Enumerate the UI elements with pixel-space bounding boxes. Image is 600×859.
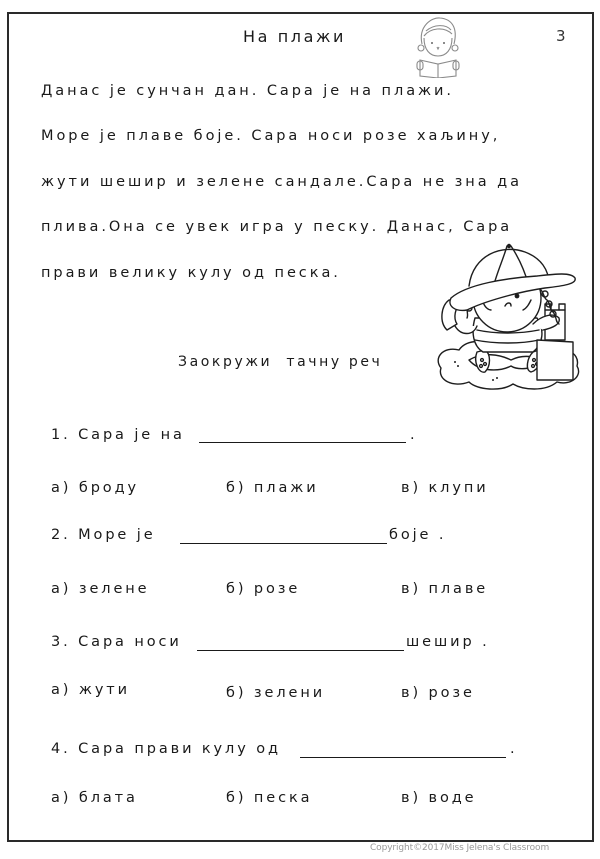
question-1-prefix: 1. Сара је на — [51, 427, 185, 443]
question-1-option-c[interactable]: в) клупи — [401, 480, 489, 496]
question-1-suffix: . — [410, 427, 418, 443]
question-1-option-b[interactable]: б) плажи — [226, 480, 319, 496]
story-line-4: плива.Она се увек игра у песку. Данас, Сара — [41, 219, 513, 235]
instructions-heading: Заокружи тачну реч — [178, 354, 383, 370]
question-1-answer-blank[interactable] — [199, 442, 406, 443]
page-number: 3 — [556, 27, 566, 45]
question-2-answer-blank[interactable] — [180, 543, 387, 544]
copyright-notice: Copyright©2017Miss Jelena's Classroom — [370, 843, 550, 853]
question-3-answer-blank[interactable] — [197, 650, 404, 651]
question-2-option-b[interactable]: б) розе — [226, 581, 301, 597]
girl-reading-book-icon — [410, 14, 466, 78]
story-line-5: прави велику кулу од песка. — [41, 265, 341, 281]
story-line-2: Море је плаве боје. Сара носи розе хаљину, — [41, 128, 501, 144]
question-1-option-a[interactable]: а) броду — [51, 480, 139, 496]
question-2-prefix: 2. Море је — [51, 527, 156, 543]
question-2-suffix: боје . — [389, 527, 447, 543]
question-2-option-c[interactable]: в) плаве — [401, 581, 489, 597]
question-3-option-b[interactable]: б) зелени — [226, 685, 326, 701]
question-3-prefix: 3. Сара носи — [51, 634, 182, 650]
question-4-answer-blank[interactable] — [300, 757, 506, 758]
question-4-option-b[interactable]: б) песка — [226, 790, 313, 806]
story-line-3: жути шешир и зелене сандале.Сара не зна да — [41, 174, 522, 190]
question-4-suffix: . — [510, 741, 518, 757]
worksheet-title: На плажи — [243, 27, 347, 46]
question-4-option-c[interactable]: в) воде — [401, 790, 477, 806]
story-line-1: Данас је сунчан дан. Сара је на плажи. — [41, 83, 454, 99]
question-3-option-a[interactable]: а) жути — [51, 682, 130, 698]
question-2-option-a[interactable]: а) зелене — [51, 581, 150, 597]
question-4-prefix: 4. Сара прави кулу од — [51, 741, 281, 757]
question-3-suffix: шешир . — [406, 634, 490, 650]
girl-building-sandcastle-illustration — [433, 240, 583, 392]
question-3-option-c[interactable]: в) розе — [401, 685, 475, 701]
question-4-option-a[interactable]: а) блата — [51, 790, 138, 806]
